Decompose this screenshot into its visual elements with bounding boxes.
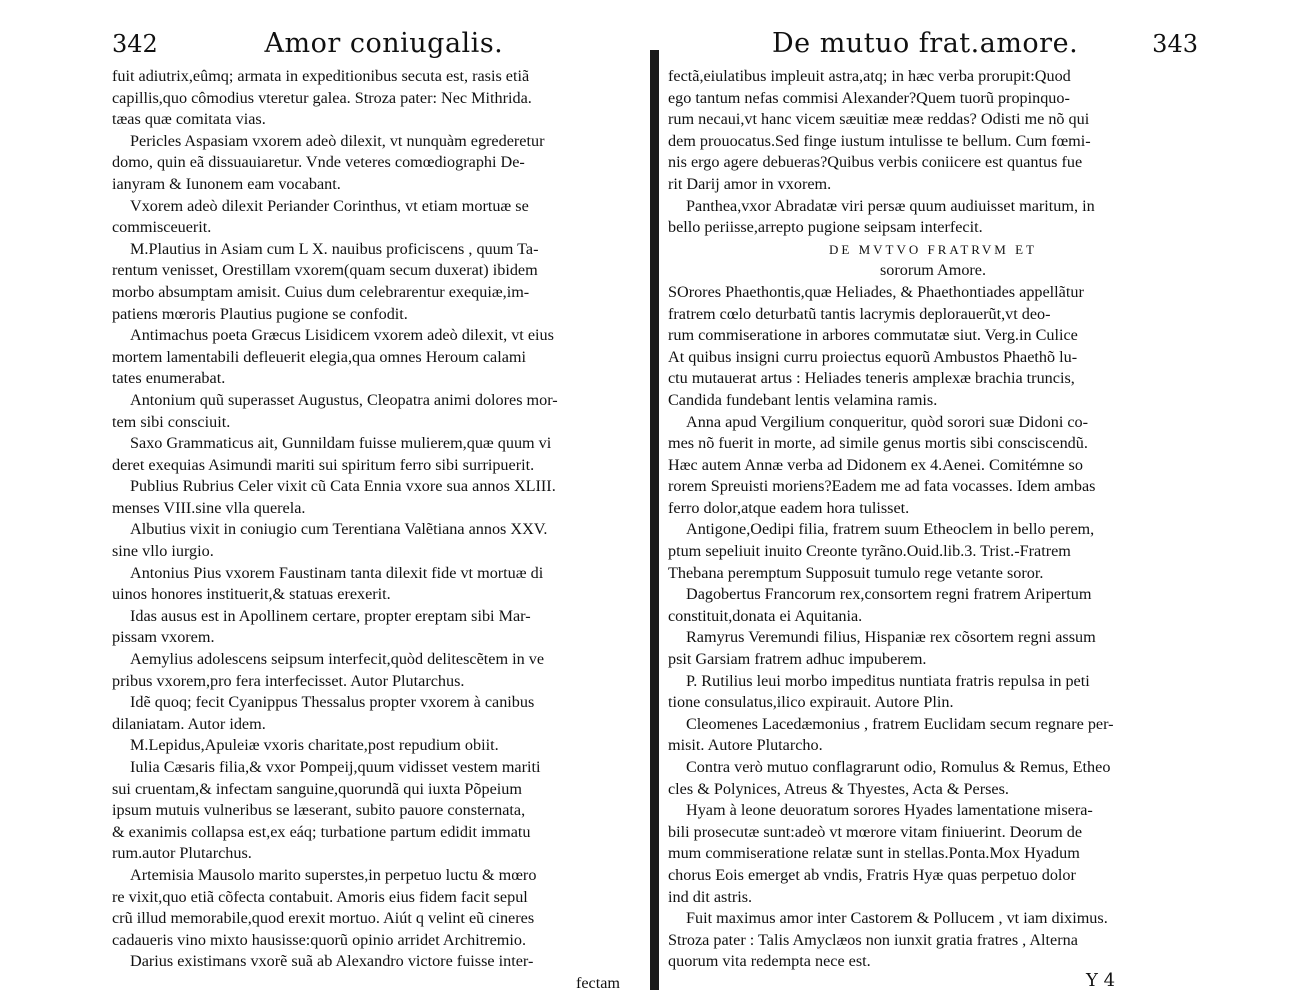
text-line: mes nõ fuerit in morte, ad simile genus mortis sibi consciscendũ. [668, 434, 1088, 453]
text-line: bello periisse,arrepto pugione seipsam interfecit. [668, 218, 983, 237]
text-line: quorum vita redempta nece est. [668, 952, 871, 971]
text-line: mortem lamentabili defleuerit elegia,qua omnes Heroum calami [112, 347, 526, 366]
text-line: Vxorem adeò dilexit Periander Corinthus, vt etiam mortuæ se [130, 196, 529, 215]
right-page-number: 343 [1152, 30, 1198, 58]
left-page-header [112, 28, 640, 66]
text-line: tæas quæ comitata vias. [112, 110, 266, 129]
text-line: ego tantum nefas commisi Alexander?Quem tuorũ propinquo- [668, 88, 1070, 107]
text-line: nis ergo agere debueras?Quibus verbis coniicere est quantus fue [668, 153, 1083, 172]
text-line: sui cruentam,& infectam sanguine,quorundã qui iuxta Põpeium [112, 779, 522, 798]
text-line: ianyram & Iunonem eam vocabant. [112, 174, 341, 193]
text-line: Saxo Grammaticus ait, Gunnildam fuisse mulierem,quæ quum vi [130, 434, 552, 453]
text-line: Antigone,Oedipi filia, fratrem suum Etheoclem in bello perem, [686, 520, 1095, 539]
text-line: M.Plautius in Asiam cum L X. nauibus proficiscens , quum Ta- [130, 239, 539, 258]
text-line: mum commiseratione relatæ sunt in stellas.Ponta.Mox Hyadum [668, 844, 1080, 863]
text-line: SOrores Phaethontis,quæ Heliades, & Phaethontiades appellãtur [668, 282, 1084, 301]
text-line: tione consulatus,ilico expirauit. Autore Plin. [668, 693, 954, 712]
text-line: Panthea,vxor Abradatæ viri persæ quum audiuisset maritum, in [686, 196, 1095, 215]
text-line: At quibus insigni curru proiectus equorũ Ambustos Phaethõ lu- [668, 347, 1078, 366]
text-line: Contra verò mutuo conflagrarunt odio, Romulus & Remus, Etheo [686, 758, 1111, 776]
text-line: Pericles Aspasiam vxorem adeò dilexit, vt nunquàm egrederetur [130, 131, 545, 150]
right-page [668, 28, 1198, 991]
text-line: crũ illud memorabile,quod erexit mortuo. Aiút q velint eũ cineres [112, 909, 535, 928]
text-line: tem sibi consciuit. [112, 412, 231, 431]
text-line: ind dit astris. [668, 887, 753, 906]
signature-mark: Y 4 [1086, 970, 1116, 991]
text-line: rentum venisset, Orestillam vxorem(quam secum duxerat) ibidem [112, 261, 538, 280]
text-line: uinos honores instituerit,& statuas erexerit. [112, 585, 391, 604]
text-line: Idẽ quoq; fecit Cyanippus Thessalus propter vxorem à canibus [130, 693, 535, 712]
text-line: Hæc autem Annæ verba ad Didonem ex 4.Aenei. Comitémne so [668, 455, 1083, 474]
text-line: Aemylius adolescens seipsum interfecit,quòd delitescẽtem in ve [130, 650, 545, 669]
text-line: capillis,quo cômodius vteretur galea. Stroza pater: Nec Mithrida. [112, 88, 532, 107]
text-line: cles & Polynices, Atreus & Thyestes, Acta & Perses. [668, 779, 1009, 798]
text-line: Albutius vixit in coniugio cum Terentiana Valẽtiana annos XXV. [130, 520, 548, 539]
text-line: dem prouocatus.Sed finge iustum intulisse te bellum. Cum fœmi- [668, 131, 1091, 150]
text-line: chorus Eois emerget ab vndis, Fratris Hyæ quas perpetuo dolor [668, 865, 1076, 884]
text-line: pissam vxorem. [112, 628, 215, 647]
text-line: morbo absumptam amisit. Cuius dum celebrarentur exequiæ,im- [112, 282, 530, 301]
text-line: patiens mœroris Plautius pugione se confodit. [112, 304, 408, 323]
text-line: cadaueris vino mixto hausisse:quorũ opinio arridet Architremio. [112, 930, 527, 949]
text-line: rum necaui,vt hanc vicem sæuitiæ meæ reddas? Odisti me nõ qui [668, 110, 1090, 129]
text-line: sine vllo iurgio. [112, 542, 214, 561]
text-line: Dagobertus Francorum rex,consortem regni fratrem Aripertum [686, 585, 1092, 604]
text-line: misit. Autore Plutarcho. [668, 736, 823, 755]
text-line: Antonium quũ superasset Augustus, Cleopatra animi dolores mor- [130, 390, 558, 409]
text-line: Idas ausus est in Apollinem certare, propter ereptam sibi Mar- [130, 606, 531, 625]
text-line: ipsum mutuis vulneribus se læserant, subito pauore consternata, [112, 801, 526, 820]
text-line: rum commiseratione in arbores commutatæ siut. Verg.in Culice [668, 326, 1078, 345]
left-page-number: 342 [112, 30, 158, 58]
left-page [112, 28, 640, 992]
book-gutter [650, 50, 659, 990]
text-line: & exanimis collapsa est,ex eáq; turbatione partum edidit immatu [112, 822, 531, 841]
text-line: M.Lepidus,Apuleiæ vxoris charitate,post repudium obiit. [130, 736, 499, 755]
text-line: re vixit,quo etiã cõfecta contabuit. Amoris eius fidem facit sepul [112, 887, 528, 906]
text-line: Publius Rubrius Celer vixit cũ Cata Ennia vxore sua annos XLIII. [130, 477, 556, 496]
text-line: ptum sepeliuit inuito Creonte tyrãno.Ouid.lib.3. Trist.-Fratrem [668, 542, 1071, 561]
text-line: deret exequias Asimundi mariti sui spiritum ferro sibi surripuerit. [112, 455, 535, 474]
text-line: Anna apud Vergilium conqueritur, quòd sorori suæ Didoni co- [686, 412, 1089, 431]
text-line: commisceuerit. [112, 218, 212, 237]
text-line: psit Garsiam fratrem adhuc impuberem. [668, 650, 927, 669]
text-line: Stroza pater : Talis Amyclæos non iunxit gratia fratres , Alterna [668, 930, 1078, 949]
text-line: Thebana peremptum Supposuit tumulo rege vetante soror. [668, 563, 1044, 582]
text-line: fectã,eiulatibus impleuit astra,atq; in hæc verba prorupit:Quod [668, 67, 1071, 85]
text-line: Hyam à leone deuoratum sorores Hyades lamentatione misera- [686, 801, 1093, 820]
text-line: Artemisia Mausolo marito superstes,in perpetuo luctu & mœro [130, 865, 537, 884]
text-line: fuit adiutrix,eûmq; armata in expeditionibus secuta est, rasis etiã [112, 67, 530, 85]
left-running-title: Amor coniugalis. [264, 28, 504, 59]
text-line: constituit,donata ei Aquitania. [668, 606, 863, 625]
text-line: DE MVTVO FRATRVM ET [829, 241, 1037, 257]
text-line: Antimachus poeta Græcus Lisidicem vxorem adeò dilexit, vt eius [130, 326, 554, 345]
text-line: sororum Amore. [879, 261, 987, 280]
text-line: bili prosecutæ sunt:adeò vt mœrore vitam finiuerint. Deorum de [668, 822, 1083, 841]
text-line: Antonius Pius vxorem Faustinam tanta dilexit fide vt mortuæ di [130, 563, 544, 582]
text-line: Ramyrus Veremundi filius, Hispaniæ rex cõsortem regni assum [686, 628, 1096, 647]
text-line: menses VIII.sine vlla querela. [112, 498, 306, 517]
text-line: Cleomenes Lacedæmonius , fratrem Euclidam secum regnare per- [686, 714, 1114, 733]
text-line: dilaniatam. Autor idem. [112, 714, 266, 733]
text-line: ctu mutauerat artus : Heliades teneris amplexæ brachia truncis, [668, 369, 1075, 388]
right-page-body [668, 66, 1198, 973]
text-line: P. Rutilius leui morbo impeditus nuntiata fratris repulsa in peti [686, 671, 1090, 690]
text-line: rit Darij amor in vxorem. [668, 174, 832, 193]
text-line: Candida fundebant lentis velamina ramis. [668, 390, 938, 409]
text-line: pribus vxorem,pro fera interfecisset. Autor Plutarchus. [112, 671, 465, 690]
text-line: domo, quin eã dissuauiaretur. Vnde veteres comœdiographi De- [112, 153, 525, 172]
text-line: Iulia Cæsaris filia,& vxor Pompeij,quum vidisset vestem mariti [130, 758, 541, 776]
text-line: fratrem cœlo deturbatũ tantis lacrymis deplorauerũt,vt deo- [668, 304, 1051, 323]
text-line: ferro dolor,atque eadem hora tulisset. [668, 498, 910, 517]
right-running-title: De mutuo frat.amore. [772, 28, 1079, 59]
text-line: rorem Spreuisti moriens?Eadem me ad fata vocasses. Idem ambas [668, 477, 1096, 496]
text-line: tates enumerabat. [112, 369, 226, 388]
text-line: rum.autor Plutarchus. [112, 844, 252, 863]
left-page-body [112, 66, 640, 995]
right-page-header [668, 28, 1198, 66]
text-line: Darius existimans vxorẽ suã ab Alexandro victore fuisse inter- [130, 952, 534, 971]
text-line: fectam [575, 973, 620, 992]
text-line: Fuit maximus amor inter Castorem & Pollucem , vt iam diximus. [686, 909, 1108, 928]
